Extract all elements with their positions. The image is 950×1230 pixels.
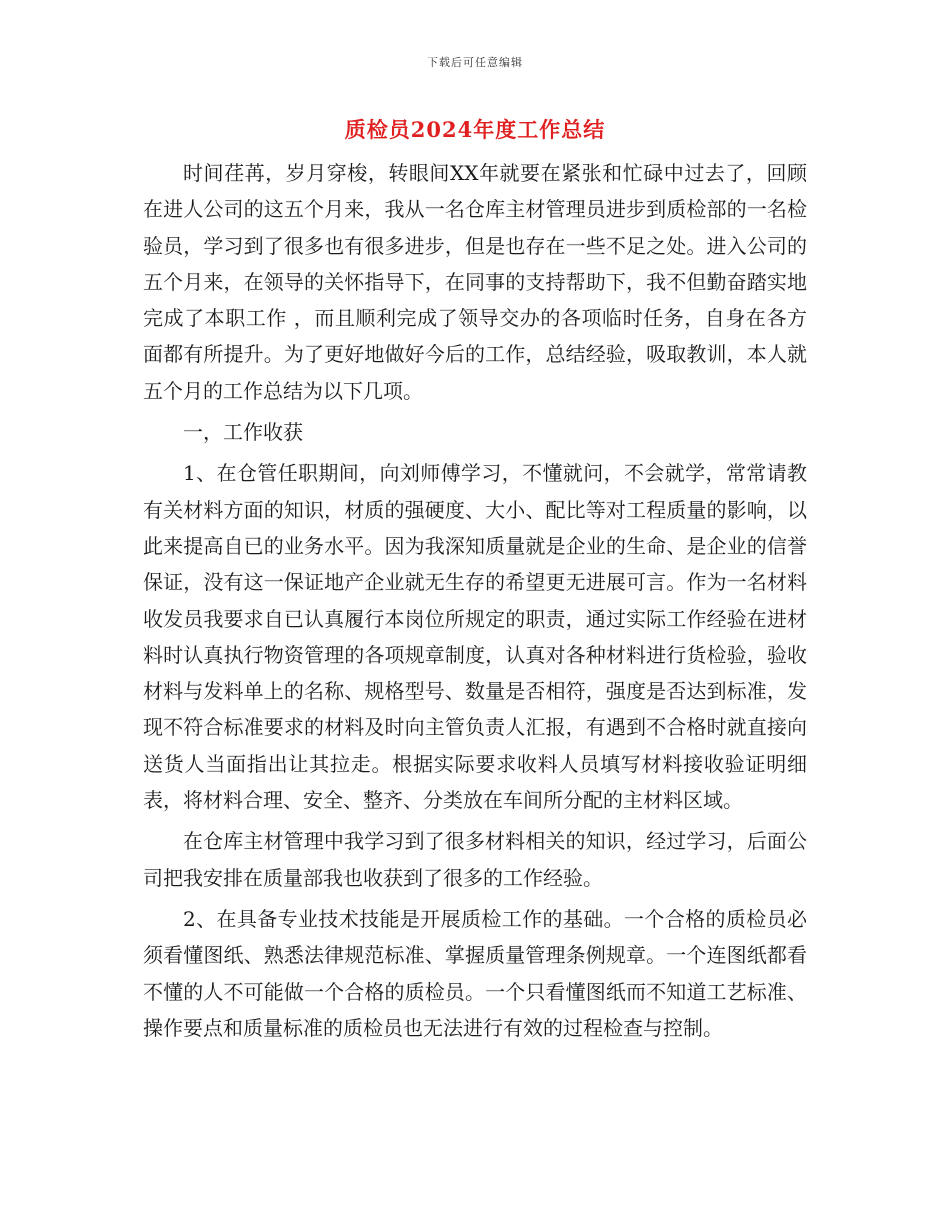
paragraph-intro: 时间荏苒，岁月穿梭，转眼间XX年就要在紧张和忙碌中过去了，回顾在进人公司的这五个月来，我从一名仓库主材管理员进步到质检部的一名检验员，学习到了很多也有很多进步，但是也存在一些不足之处。进入公司的五个月来，在领导的关怀指导下，在同事的支持帮助下，我不但勤奋踏实地完成了本职工作 ，而且顺利完成了领导交办的各项临时任务，自身在各方面都有所提升。为了更好地做好今后的工作，总结经验，吸取教训，本人就五个月的工作总结为以下几项。: [143, 161, 807, 403]
paragraph-item-1: 1、在仓管任职期间，向刘师傅学习，不懂就问，不会就学，常常请教有关材料方面的知识，材质的强硬度、大小、配比等对工程质量的影响，以此来提高自已的业务水平。因为我深知质量就是企业的生命、是企业的信誉保证，没有这一保证地产企业就无生存的希望更无进展可言。作为一名材料收发员我要求自已认真履行本岗位所规定的职责，通过实际工作经验在进材料时认真执行物资管理的各项规章制度，认真对各种材料进行货检验，验收材料与发料单上的名称、规格型号、数量是否相符，强度是否达到标准，发现不符合标准要求的材料及时向主管负责人汇报，有遇到不合格时就直接向送货人当面指出让其拉走。根据实际要求收料人员填写材料接收验证明细表，将材料合理、安全、整齐、分类放在车间所分配的主材料区域。: [143, 461, 807, 813]
header-note: 下载后可任意编辑: [427, 56, 523, 69]
document-title: 质检员2024年度工作总结: [344, 117, 606, 142]
paragraph-warehouse-summary: 在仓库主材管理中我学习到了很多材料相关的知识，经过学习，后面公司把我安排在质量部我也收获到了很多的工作经验。: [143, 829, 807, 890]
section-heading-work-gains: 一，工作收获: [183, 420, 303, 445]
paragraph-item-2: 2、在具备专业技术技能是开展质检工作的基础。一个合格的质检员必须看懂图纸、熟悉法律规范标准、掌握质量管理条例规章。一个连图纸都看不懂的人不可能做一个合格的质检员。一个只看懂图纸而不知道工艺标准、操作要点和质量标准的质检员也无法进行有效的过程检查与控制。: [143, 906, 807, 1040]
document-body: [143, 155, 807, 1046]
